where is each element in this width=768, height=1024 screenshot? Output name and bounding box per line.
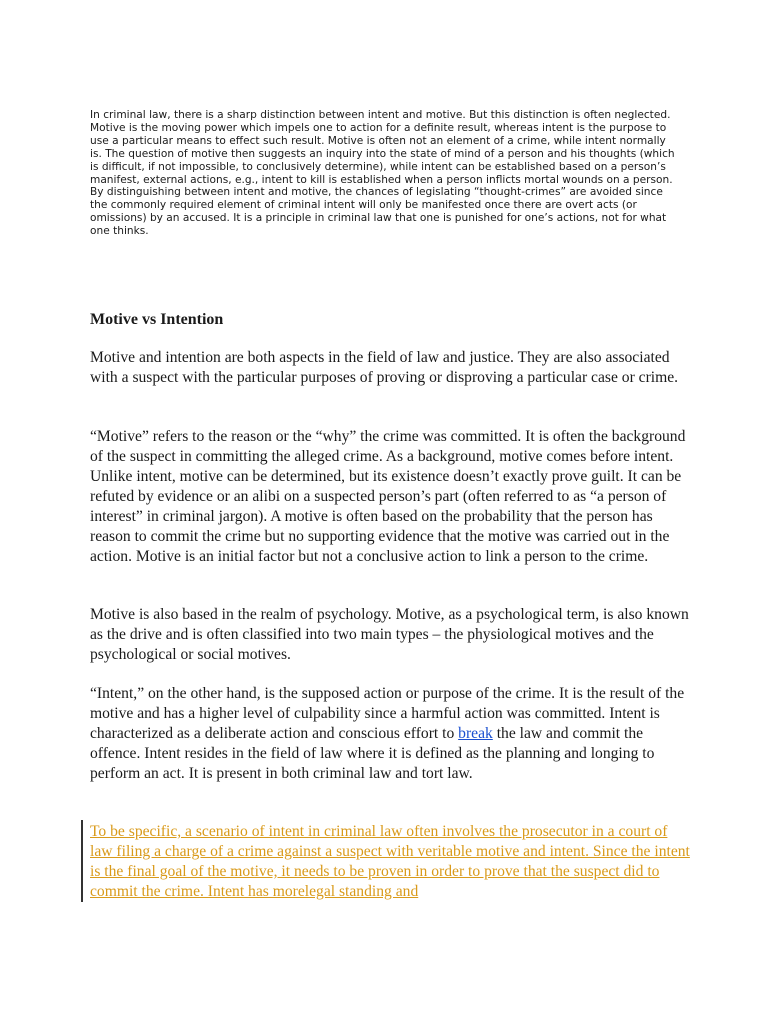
- paragraph-4-text-before: “Intent,” on the other hand, is the supposed action or purpose of the crime. It is the result of the motive and has a higher level of culpability since a harmful action was committed. Intent is characterized as a deliberate action and conscious effort to: [90, 685, 685, 742]
- paragraph-1: Motive and intention are both aspects in the field of law and justice. They are also associated with a suspect with the particular purposes of proving or disproving a particular case or crime.: [90, 349, 679, 386]
- section-heading: Motive vs Intention: [90, 311, 224, 328]
- tracked-change-bar: [81, 820, 83, 902]
- paragraph-4: [90, 684, 690, 784]
- paragraph-3: Motive is also based in the realm of psychology. Motive, as a psychological term, is also known as the drive and is often classified into two main types – the physiological motives and the psychological or social motives.: [90, 606, 689, 663]
- break-link[interactable]: break: [458, 725, 493, 742]
- paragraph-4-text-after: the law and commit the offence. Intent resides in the field of law where it is defined as the planning and longing to perform an act. It is present in both criminal law and tort law.: [90, 725, 655, 782]
- paragraph-2: “Motive” refers to the reason or the “why” the crime was committed. It is often the background of the suspect in committing the alleged crime. As a background, motive comes before intent. Unlike intent, motive can be determined, but its existence doesn’t exactly prove guilt. It can be refuted by evidence or an alibi on a suspected person’s part (often referred to as “a person of interest” in criminal jargon). A motive is often based on the probability that the person has reason to commit the crime but no supporting evidence that the motive was carried out in the action. Motive is an initial factor but not a conclusive action to link a person to the crime.: [90, 428, 686, 565]
- paragraph-5-tracked-insertion: To be specific, a scenario of intent in criminal law often involves the prosecutor in a court of law filing a charge of a crime against a suspect with veritable motive and intent. Since the intent is the final goal of the motive, it needs to be proven in order to prove that the suspect did to commit the crime. Intent has morelegal standing and: [90, 823, 690, 900]
- intro-paragraph: In criminal law, there is a sharp distinction between intent and motive. But this distinction is often neglected. Motive is the moving power which impels one to action for a definite result, whereas intent is the purpose to use a particular means to effect such result. Motive is often not an element of a crime, while intent normally is. The question of motive then suggests an inquiry into the state of mind of a person and his thoughts (which is difficult, if not impossible, to conclusively determine), while intent can be established based on a person’s manifest, external actions, e.g., intent to kill is established when a person inflicts mortal wounds on a person. By distinguishing between intent and motive, the chances of legislating “thought-crimes” are avoided since the commonly required element of criminal intent will only be manifested once there are overt acts (or omissions) by an accused. It is a principle in criminal law that one is punished for one’s actions, not for what one thinks.: [90, 109, 675, 238]
